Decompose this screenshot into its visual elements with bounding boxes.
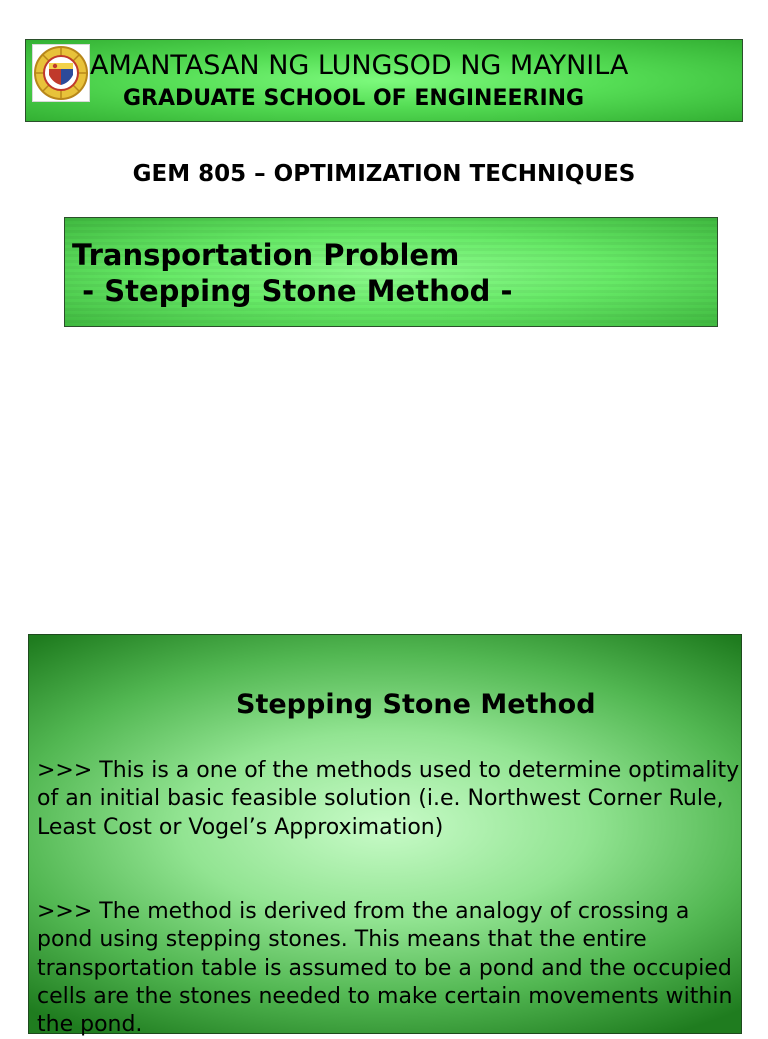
panel-heading: Stepping Stone Method — [236, 689, 596, 720]
school-name: GRADUATE SCHOOL OF ENGINEERING — [123, 86, 585, 111]
paragraph-definition: >>> This is a one of the methods used to determine optimality of an initial basic feasible solution (i.e. Northwest Corner Rule, Least Cost or Vogel’s Approximation) — [37, 758, 740, 840]
topic-box — [64, 217, 718, 327]
topic-title: Transportation Problem — [72, 238, 460, 272]
topic-subtitle: - Stepping Stone Method - — [72, 274, 513, 308]
course-title: GEM 805 – OPTIMIZATION TECHNIQUES — [132, 161, 636, 187]
university-name: AMANTASAN NG LUNGSOD NG MAYNILA — [90, 50, 629, 81]
header-banner — [25, 39, 743, 122]
paragraph-analogy: >>> The method is derived from the analogy of crossing a pond using stepping stones. This means that the entire transportation table is assumed to be a pond and the occupied cells are the stones needed to make certain movements within the pond. — [37, 899, 733, 1038]
university-seal-icon — [32, 44, 90, 102]
content-panel — [28, 634, 742, 1038]
